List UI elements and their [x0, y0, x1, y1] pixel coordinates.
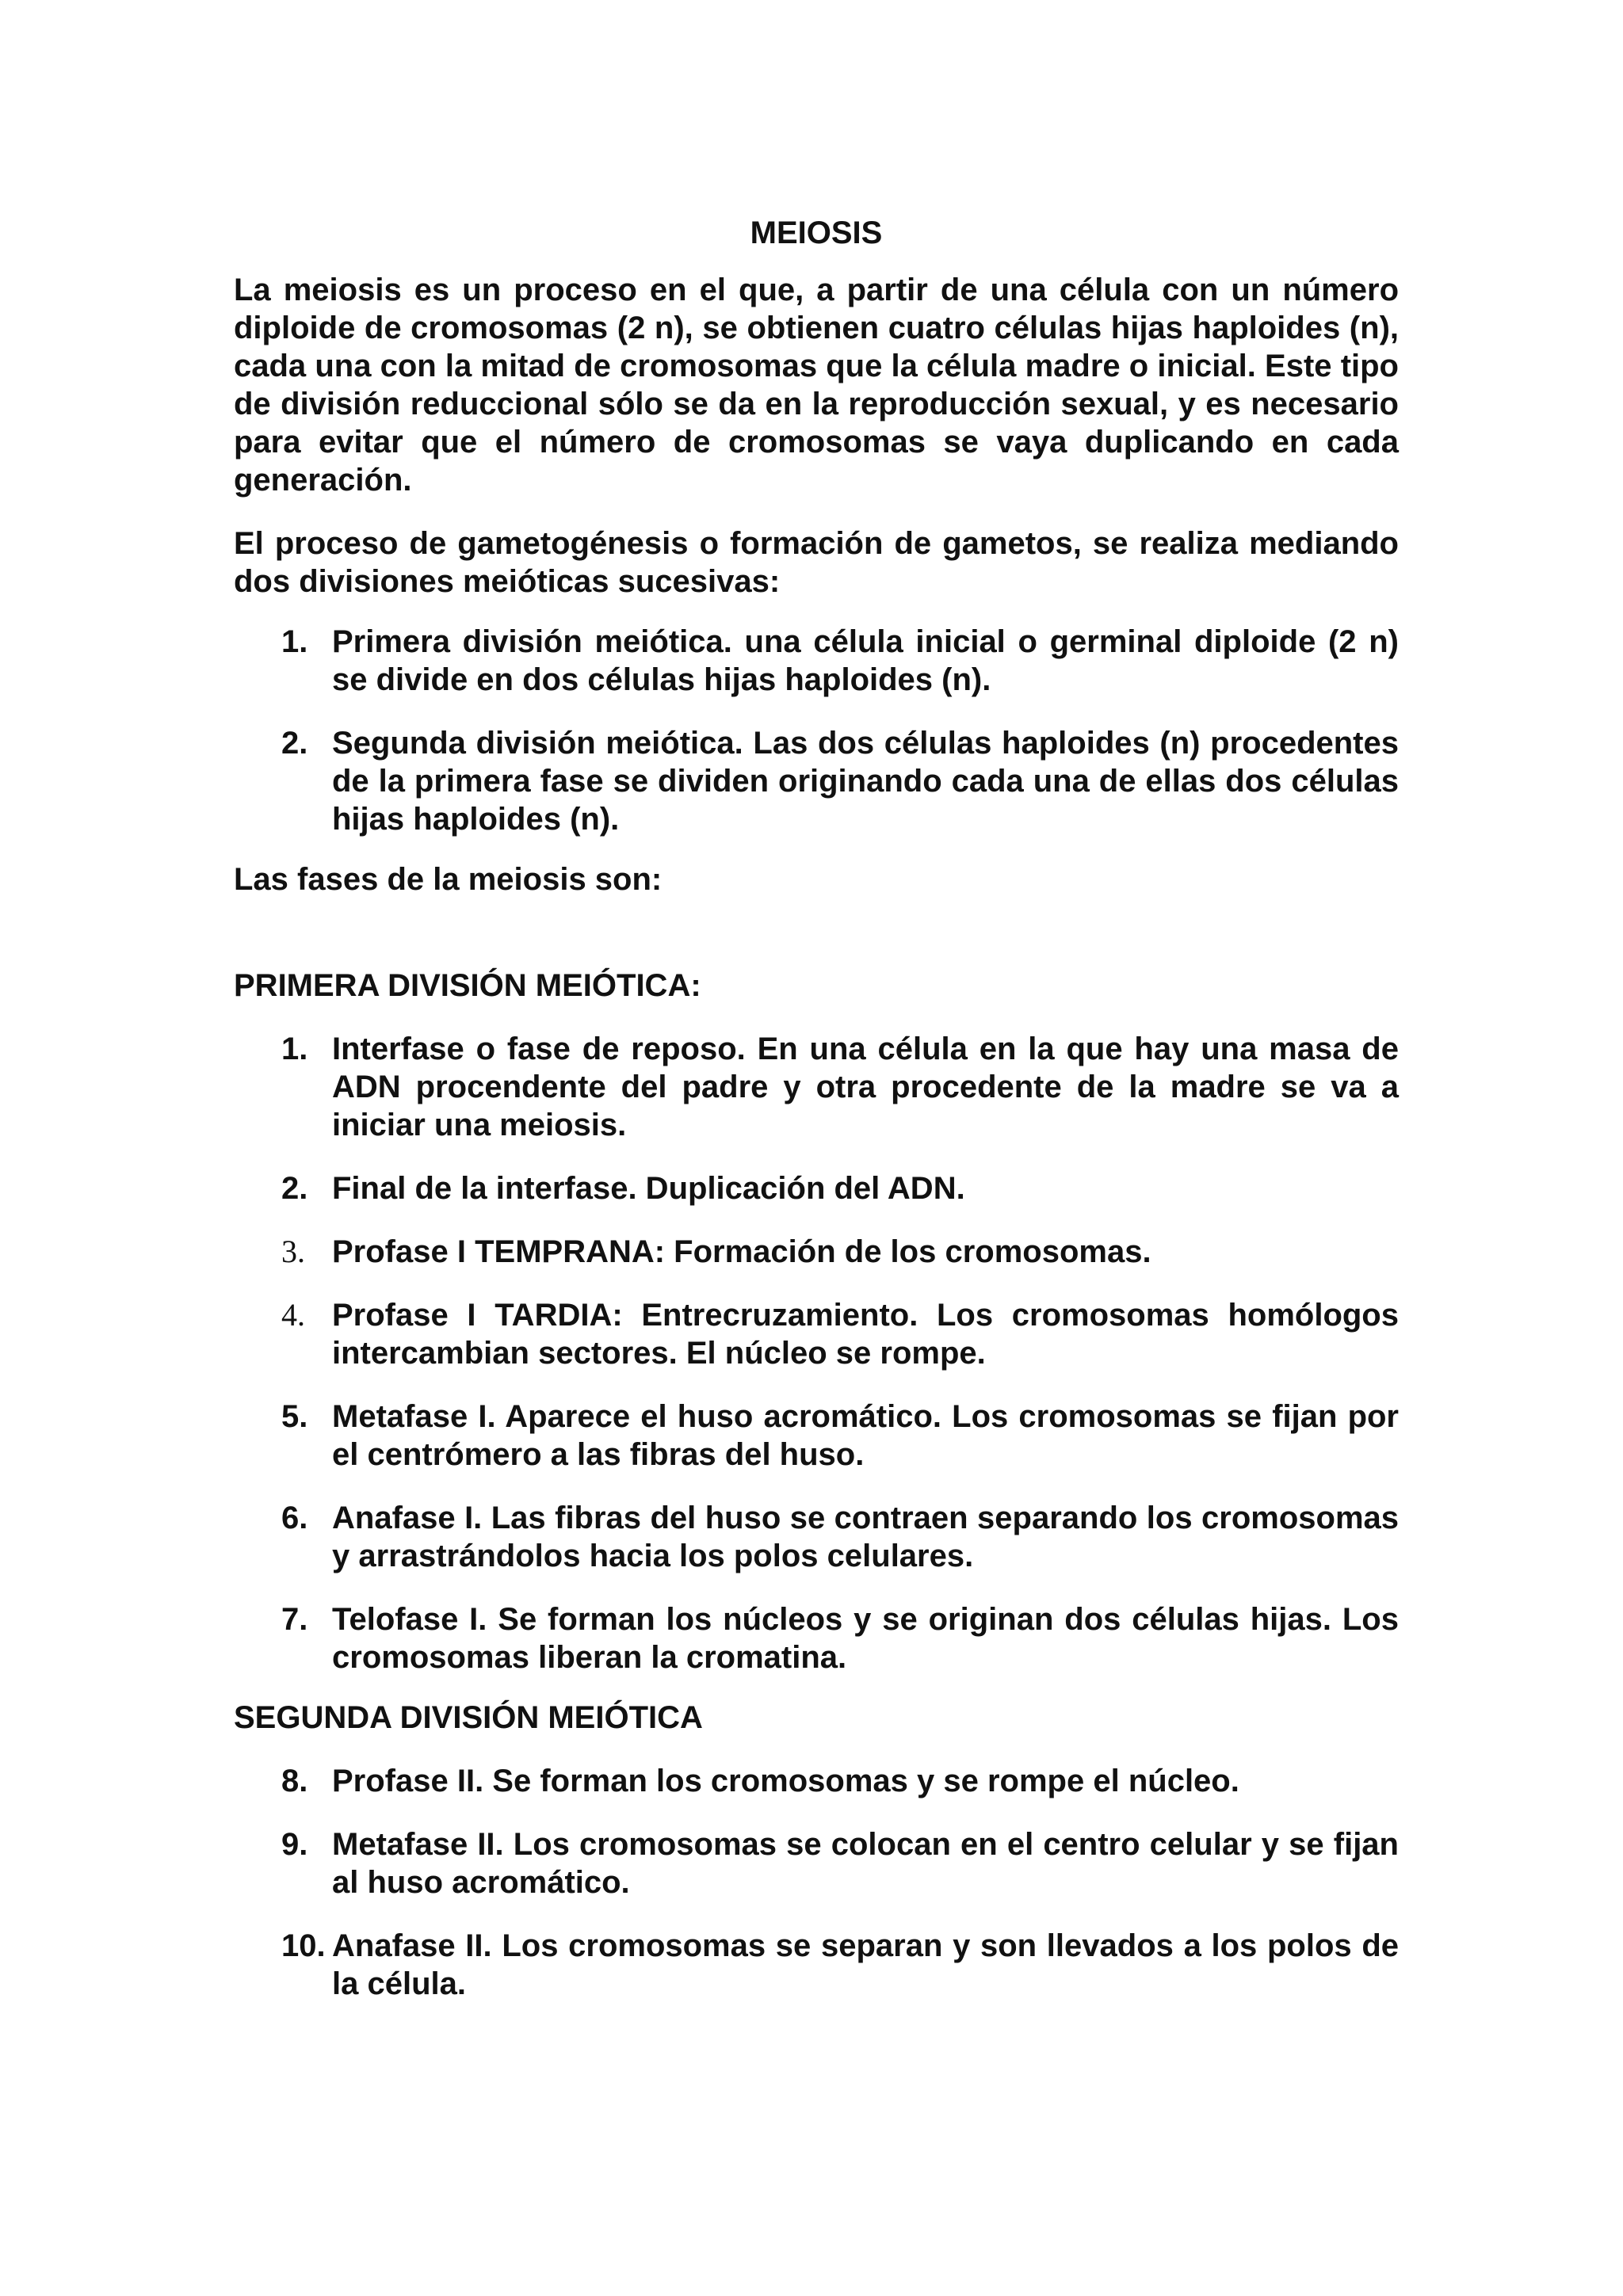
list-item [234, 1169, 1399, 1207]
list-number: 1. [281, 1032, 308, 1066]
list-item [234, 1030, 1399, 1144]
intro-paragraph: La meiosis es un proceso en el que, a partir de una célula con un número diploide de cromosomas (2 n), se obtienen cuatro células hijas haploides (n), cada una con la mitad de cromosomas que la célula madre o inicial. Este tipo de división reduccional sólo se da en la reproducción sexual, y es necesario para evitar que el número de cromosomas se vaya duplicando en cada generación. [234, 273, 1399, 498]
list-number: 9. [281, 1827, 308, 1862]
document-page [234, 214, 1399, 2028]
first-division-list [234, 1030, 1399, 1676]
list-text: Anafase I. Las fibras del huso se contraen separando los cromosomas y arrastrándolos hacia los polos celulares. [332, 1501, 1399, 1573]
list-item [234, 1233, 1399, 1271]
list-number: 3. [281, 1234, 305, 1269]
list-item [234, 1825, 1399, 1901]
list-text: Metafase II. Los cromosomas se colocan en el centro celular y se fijan al huso acromático. [332, 1827, 1399, 1900]
list-number: 4. [281, 1297, 305, 1333]
list-item [234, 1398, 1399, 1474]
list-number: 7. [281, 1602, 308, 1637]
first-division-heading: PRIMERA DIVISIÓN MEIÓTICA: [234, 968, 701, 1003]
divisions-list [234, 623, 1399, 838]
list-item [234, 1499, 1399, 1575]
list-text: Interfase o fase de reposo. En una célula en la que hay una masa de ADN procendente del padre y otra procedente de la madre se va a iniciar una meiosis. [332, 1032, 1399, 1142]
list-text: Anafase II. Los cromosomas se separan y son llevados a los polos de la célula. [332, 1928, 1399, 2001]
list-number: 5. [281, 1399, 308, 1434]
process-paragraph: El proceso de gametogénesis o formación de gametos, se realiza mediando dos divisiones meióticas sucesivas: [234, 526, 1399, 599]
list-number: 1. [281, 624, 308, 659]
list-text: Telofase I. Se forman los núcleos y se originan dos células hijas. Los cromosomas liberan la cromatina. [332, 1602, 1399, 1675]
list-item [234, 1296, 1399, 1372]
list-text: Metafase I. Aparece el huso acromático. Los cromosomas se fijan por el centrómero a las fibras del huso. [332, 1399, 1399, 1472]
list-text: Final de la interfase. Duplicación del ADN. [332, 1171, 965, 1206]
phases-intro: Las fases de la meiosis son: [234, 862, 663, 897]
list-item [234, 623, 1399, 699]
second-division-heading: SEGUNDA DIVISIÓN MEIÓTICA [234, 1700, 703, 1735]
list-item [234, 1600, 1399, 1676]
list-number: 8. [281, 1764, 308, 1798]
list-number: 2. [281, 726, 308, 761]
list-item [234, 1927, 1399, 2003]
list-item [234, 724, 1399, 838]
second-division-list [234, 1762, 1399, 2003]
spacer [234, 898, 1399, 967]
list-text: Profase I TARDIA: Entrecruzamiento. Los cromosomas homólogos intercambian sectores. El núcleo se rompe. [332, 1298, 1399, 1371]
list-text: Profase I TEMPRANA: Formación de los cromosomas. [332, 1234, 1151, 1269]
list-text: Profase II. Se forman los cromosomas y se rompe el núcleo. [332, 1764, 1239, 1798]
list-item [234, 1762, 1399, 1800]
list-number: 10. [281, 1928, 326, 1963]
list-text: Primera división meiótica. una célula inicial o germinal diploide (2 n) se divide en dos células hijas haploides (n). [332, 624, 1399, 697]
list-text: Segunda división meiótica. Las dos células haploides (n) procedentes de la primera fase se dividen originando cada una de ellas dos células hijas haploides (n). [332, 726, 1399, 837]
page-title: MEIOSIS [750, 215, 883, 250]
list-number: 6. [281, 1501, 308, 1535]
list-number: 2. [281, 1171, 308, 1206]
